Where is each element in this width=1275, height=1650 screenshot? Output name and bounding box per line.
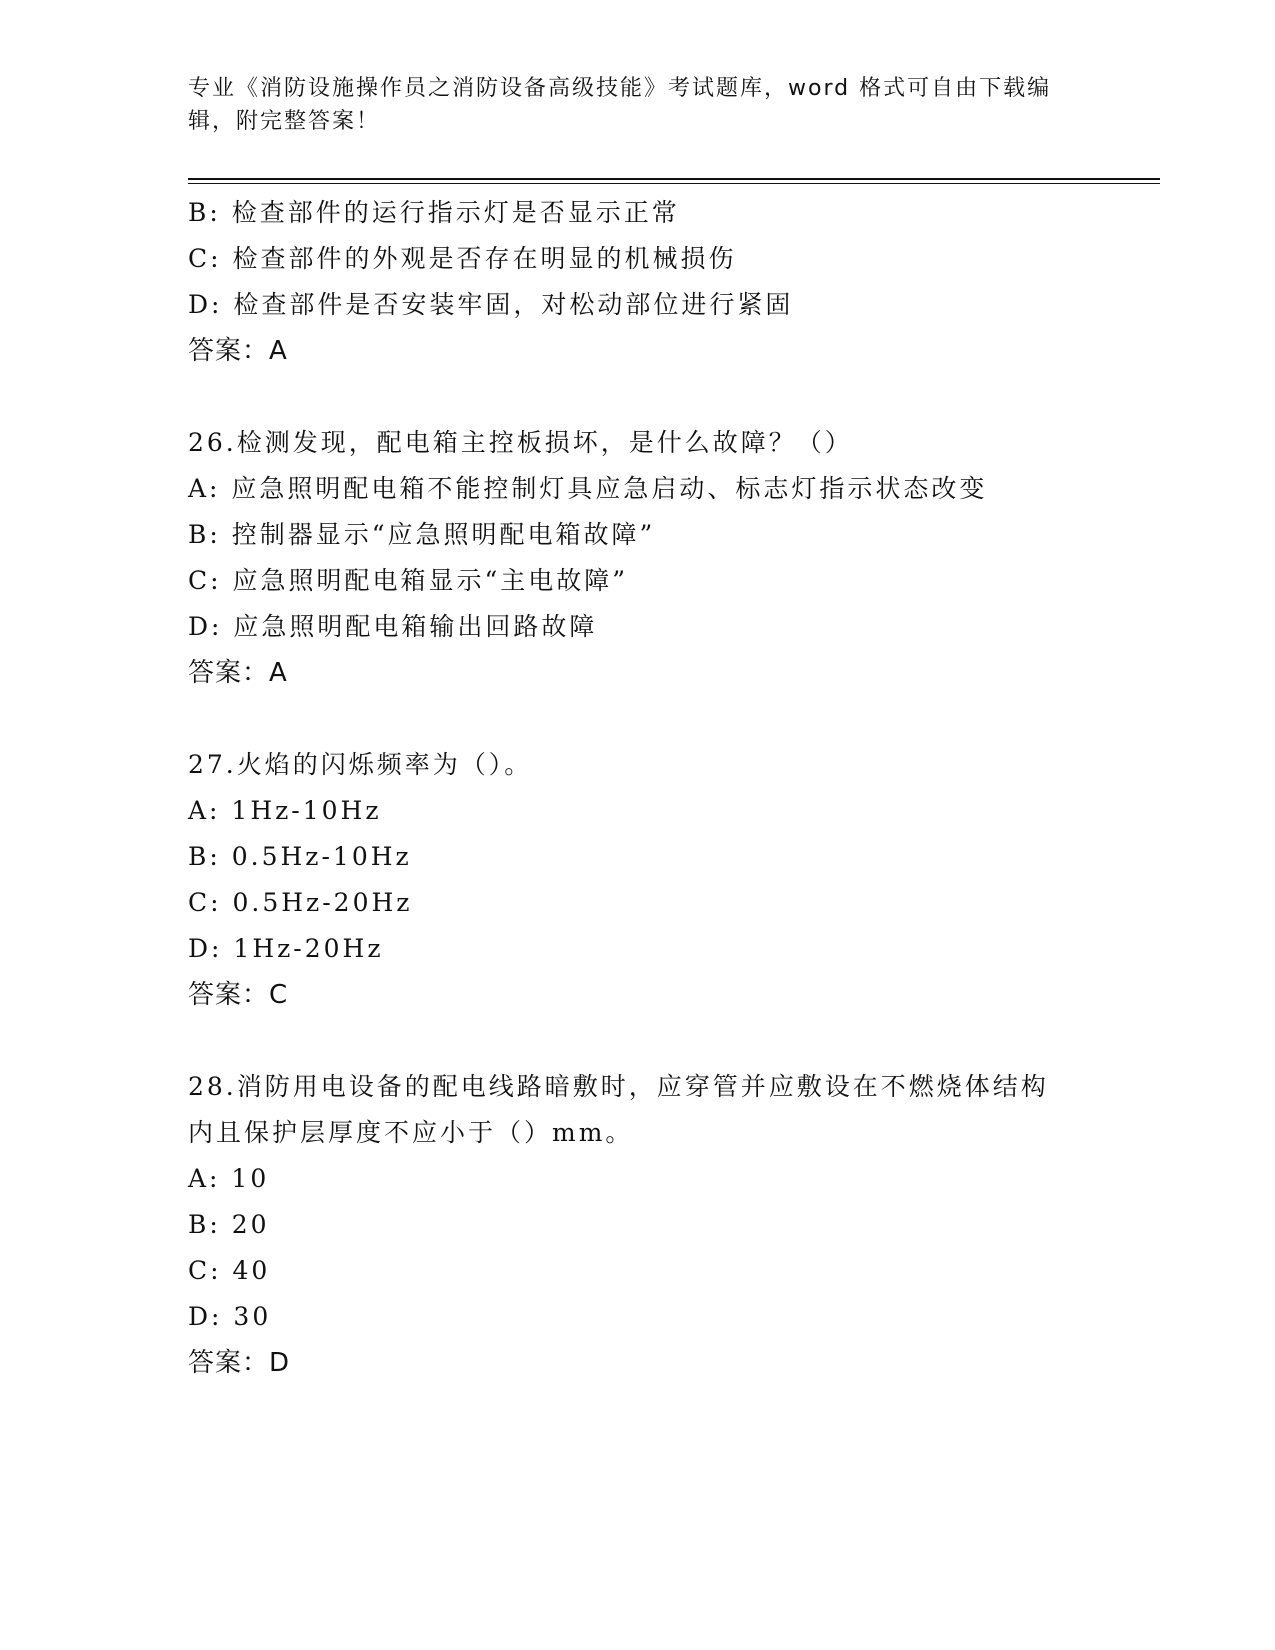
- option-c: C: 应急照明配电箱显示“主电故障”: [188, 566, 629, 595]
- option-b: B: 控制器显示“应急照明配电箱故障”: [188, 520, 656, 549]
- header-divider-thick: [188, 178, 1160, 180]
- question-25-continued: [188, 190, 1088, 374]
- header-line-1: 专业《消防设施操作员之消防设备高级技能》考试题库，word 格式可自由下载编: [188, 76, 1052, 101]
- answer: 答案：A: [188, 336, 288, 366]
- question-26: [188, 420, 1088, 696]
- question-text: 27.火焰的闪烁频率为（）。: [188, 750, 533, 779]
- header-divider-thin: [188, 183, 1160, 184]
- option-a: A: 10: [188, 1164, 270, 1193]
- answer: 答案：C: [188, 980, 289, 1010]
- header-line-2: 辑，附完整答案！: [188, 109, 381, 134]
- option-c: C: 检查部件的外观是否存在明显的机械损伤: [188, 244, 737, 273]
- question-27: [188, 742, 1088, 1018]
- option-c: C: 40: [188, 1256, 271, 1285]
- question-28: [188, 1064, 1088, 1386]
- option-b: B: 检查部件的运行指示灯是否显示正常: [188, 198, 680, 227]
- spacer: [188, 696, 1088, 742]
- option-d: D: 30: [188, 1302, 272, 1331]
- spacer: [188, 1018, 1088, 1064]
- answer: 答案：A: [188, 658, 288, 688]
- option-d: D: 1Hz-20Hz: [188, 934, 384, 963]
- question-text-line-2: 内且保护层厚度不应小于（）mm。: [188, 1118, 634, 1147]
- option-a: A: 应急照明配电箱不能控制灯具应急启动、标志灯指示状态改变: [188, 474, 988, 503]
- question-text: 26.检测发现，配电箱主控板损坏，是什么故障？（）: [188, 428, 853, 457]
- option-c: C: 0.5Hz-20Hz: [188, 888, 413, 917]
- question-text-line-1: 28.消防用电设备的配电线路暗敷时，应穿管并应敷设在不燃烧体结构: [188, 1072, 1049, 1101]
- document-header: [188, 72, 1068, 138]
- option-d: D: 检查部件是否安装牢固，对松动部位进行紧固: [188, 290, 794, 319]
- option-d: D: 应急照明配电箱输出回路故障: [188, 612, 598, 641]
- question-list: [188, 190, 1088, 1386]
- answer: 答案：D: [188, 1348, 291, 1378]
- option-b: B: 0.5Hz-10Hz: [188, 842, 412, 871]
- option-b: B: 20: [188, 1210, 270, 1239]
- spacer: [188, 374, 1088, 420]
- option-a: A: 1Hz-10Hz: [188, 796, 382, 825]
